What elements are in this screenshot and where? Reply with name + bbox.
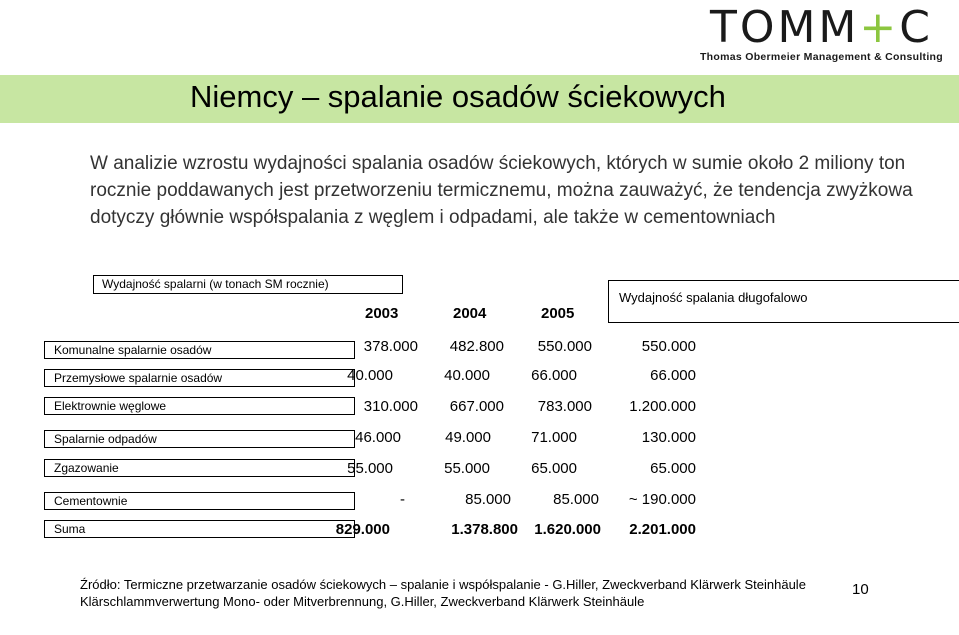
table-header-longterm: Wydajność spalania długofalowo xyxy=(608,280,959,323)
cell-value: 310.000 xyxy=(363,398,418,415)
company-logo xyxy=(699,2,943,63)
year-header-2003: 2003 xyxy=(365,305,399,322)
cell-value: 85.000 xyxy=(465,491,511,508)
row-label-cement-plants: Cementownie xyxy=(44,492,355,510)
cell-value: 130.000 xyxy=(641,429,696,446)
slide-title: Niemcy – spalanie osadów ściekowych xyxy=(190,79,726,114)
cell-value: 783.000 xyxy=(537,398,592,415)
cell-value: 482.800 xyxy=(449,338,504,355)
cell-value-total: 1.378.800 xyxy=(451,521,518,538)
row-label-gasification: Zgazowanie xyxy=(44,459,355,477)
source-line-1: Źródło: Termiczne przetwarzanie osadów ściekowych – spalanie i współspalanie - G.Hiller, Zweckverband Klärwerk Steinhäule xyxy=(80,577,806,592)
cell-value: 550.000 xyxy=(641,338,696,355)
year-header-2005: 2005 xyxy=(541,305,575,322)
cell-value: 71.000 xyxy=(531,429,577,446)
cell-value: 65.000 xyxy=(650,460,696,477)
cell-value: 85.000 xyxy=(553,491,599,508)
cell-value-total: 1.620.000 xyxy=(534,521,601,538)
cell-value-total: 2.201.000 xyxy=(629,521,696,538)
cell-value: 667.000 xyxy=(449,398,504,415)
year-header-2004: 2004 xyxy=(453,305,487,322)
row-label-municipal: Komunalne spalarnie osadów xyxy=(44,341,355,359)
row-label-total: Suma xyxy=(44,520,355,538)
table-header-capacity: Wydajność spalarni (w tonach SM rocznie) xyxy=(93,275,403,294)
page-number: 10 xyxy=(852,581,869,598)
cell-value: 66.000 xyxy=(650,367,696,384)
cell-value: - xyxy=(400,491,405,508)
cell-value: 49.000 xyxy=(445,429,491,446)
row-label-waste-incineration: Spalarnie odpadów xyxy=(44,430,355,448)
cell-value-total: 829.000 xyxy=(335,521,390,538)
source-line-2: Klärschlammverwertung Mono- oder Mitverbrennung, G.Hiller, Zweckverband Klärwerk Steinhäule xyxy=(80,594,645,609)
cell-value: ~ 190.000 xyxy=(628,491,696,508)
cell-value: 550.000 xyxy=(537,338,592,355)
logo-wordmark: TOMM+C xyxy=(709,2,933,53)
cell-value: 46.000 xyxy=(355,429,401,446)
cell-value: 55.000 xyxy=(444,460,490,477)
intro-paragraph: W analizie wzrostu wydajności spalania osadów ściekowych, których w sumie około 2 miliony ton rocznie poddawanych jest przetworzeniu termicznemu, można zauważyć, że tendencja zwyżkowa dotyczy głównie współspalania z węglem i odpadami, ale także w cementowniach xyxy=(90,153,913,228)
logo-tagline: Thomas Obermeier Management & Consulting xyxy=(699,51,943,63)
cell-value: 40.000 xyxy=(444,367,490,384)
cell-value: 65.000 xyxy=(531,460,577,477)
cell-value: 378.000 xyxy=(363,338,418,355)
source-note xyxy=(80,576,806,610)
row-label-industrial: Przemysłowe spalarnie osadów xyxy=(44,369,355,387)
cell-value: 40.000 xyxy=(347,367,393,384)
cell-value: 1.200.000 xyxy=(629,398,696,415)
row-label-coal-plants: Elektrownie węglowe xyxy=(44,397,355,415)
cell-value: 55.000 xyxy=(347,460,393,477)
cell-value: 66.000 xyxy=(531,367,577,384)
